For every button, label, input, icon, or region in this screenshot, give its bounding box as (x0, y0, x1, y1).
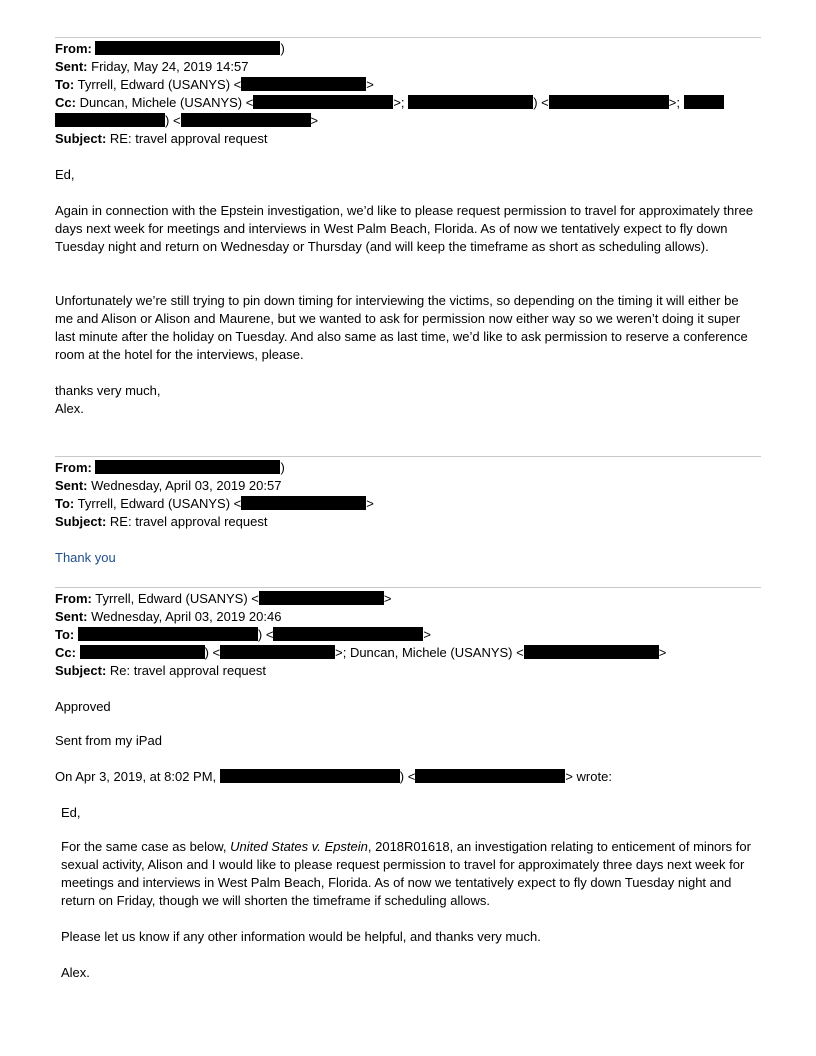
email2-body: Thank you (55, 550, 116, 565)
sent-label: Sent: (55, 478, 88, 493)
email2-to-row (55, 495, 374, 513)
from-tail: > (383, 591, 392, 606)
email1-closing: thanks very much, (55, 383, 161, 398)
redaction (78, 627, 258, 641)
subject-value: Re: travel approval request (109, 663, 267, 678)
email3-to-row (55, 626, 431, 644)
cc-sep: ) < (165, 113, 181, 128)
email3-cc-row (55, 644, 666, 662)
redaction (220, 769, 400, 783)
email1-from-row (55, 40, 285, 58)
to-label: To: (55, 77, 75, 92)
redaction (259, 591, 384, 605)
email1-cc-row (55, 94, 724, 112)
to-sep: ) < (257, 627, 274, 642)
email2-from-row (55, 459, 285, 477)
divider (55, 37, 761, 38)
redaction (684, 95, 724, 109)
to-tail: > (366, 77, 374, 92)
cc-sep: > (658, 645, 667, 660)
redaction (415, 769, 565, 783)
from-tail: ) (280, 460, 285, 475)
sent-value: Friday, May 24, 2019 14:57 (91, 59, 249, 74)
sent-label: Sent: (55, 59, 88, 74)
divider (55, 587, 761, 588)
email3-device-signature: Sent from my iPad (55, 733, 162, 748)
from-tail: ) (280, 41, 285, 56)
quote-attribution-text: On Apr 3, 2019, at 8:02 PM, (55, 769, 217, 784)
redaction (549, 95, 669, 109)
email1-subject-row (55, 130, 267, 148)
email3-subject-row (55, 662, 266, 680)
email1-greeting: Ed, (55, 167, 75, 182)
redaction (241, 496, 366, 510)
cc-sep: >; (393, 95, 405, 110)
to-tail: > (366, 496, 374, 511)
to-value: Tyrrell, Edward (USANYS) < (77, 77, 242, 92)
to-value: Tyrrell, Edward (USANYS) < (77, 496, 242, 511)
redaction (55, 113, 165, 127)
sent-label: Sent: (55, 609, 88, 624)
email1-sent-row (55, 58, 248, 76)
redaction (253, 95, 393, 109)
subject-value: RE: travel approval request (109, 131, 268, 146)
from-label: From: (55, 591, 92, 606)
quoted-p1-rest: , 2018R01618, an investigation relating to enticement of minors for sexual activity, Alison and I would like to please request permission to travel for approximately three days next week for meetings and interviews in West Palm Beach, Florida. As of now we tentatively expect to fly down Tuesday night and return on Friday, though we will shorten the timeframe if scheduling allows. (61, 839, 751, 908)
subject-label: Subject: (55, 514, 107, 529)
from-value: Tyrrell, Edward (USANYS) < (95, 591, 259, 606)
cc-sep: >; (668, 95, 680, 110)
redaction (524, 645, 659, 659)
email1-to-row (55, 76, 374, 94)
quoted-p1-start: For the same case as below, (61, 839, 227, 854)
cc-value: Duncan, Michele (USANYS) < (79, 95, 254, 110)
cc-sep: ) < (204, 645, 221, 660)
email3-from-row (55, 590, 391, 608)
quoted-paragraph-1 (61, 838, 761, 910)
sent-value: Wednesday, April 03, 2019 20:46 (91, 609, 282, 624)
redaction (220, 645, 335, 659)
cc-label: Cc: (55, 645, 76, 660)
cc-sep: > (310, 113, 319, 128)
quoted-greeting: Ed, (61, 805, 81, 820)
quoted-paragraph-2: Please let us know if any other information would be helpful, and thanks very much. (61, 929, 541, 944)
email1-paragraph-2: Unfortunately we’re still trying to pin down timing for interviewing the victims, so depending on the timing it will either be me and Alison or Alison and Maurene, but we wanted to ask for permission now either way so we weren’t doing it super last minute after the holiday on Tuesday. And also same as last time, we’d like to ask permission to reserve a conference room at the hotel for the interviews, please. (55, 293, 748, 362)
divider (55, 456, 761, 457)
cc-sep: ) < (533, 95, 549, 110)
email3-body: Approved (55, 699, 111, 714)
subject-label: Subject: (55, 131, 107, 146)
subject-value: RE: travel approval request (109, 514, 268, 529)
email2-sent-row (55, 477, 281, 495)
redaction (80, 645, 205, 659)
redaction (95, 460, 280, 474)
case-name: United States v. Epstein (230, 839, 368, 854)
email1-paragraph-1: Again in connection with the Epstein investigation, we’d like to please request permission to travel for approximately three days next week for meetings and interviews in West Palm Beach, Florida. As of now we tentatively expect to fly down Tuesday night and return on Wednesday or Thursday (and will keep the timeframe as short as scheduling allows). (55, 203, 754, 254)
redaction (181, 113, 311, 127)
email2-subject-row (55, 513, 267, 531)
from-label: From: (55, 460, 92, 475)
sent-value: Wednesday, April 03, 2019 20:57 (91, 478, 282, 493)
email3-sent-row (55, 608, 281, 626)
email1-signature: Alex. (55, 401, 84, 416)
redaction (95, 41, 280, 55)
to-label: To: (55, 496, 75, 511)
quote-sep: ) < (399, 769, 416, 784)
cc-label: Cc: (55, 95, 76, 110)
quote-attribution (55, 768, 612, 786)
quoted-signature: Alex. (61, 965, 90, 980)
redaction (408, 95, 533, 109)
redaction (241, 77, 366, 91)
quote-wrote: > wrote: (565, 769, 612, 784)
to-label: To: (55, 627, 75, 642)
subject-label: Subject: (55, 663, 107, 678)
email1-cc-row-cont (55, 112, 318, 130)
from-label: From: (55, 41, 92, 56)
redaction (273, 627, 423, 641)
cc-value: >; Duncan, Michele (USANYS) < (335, 645, 524, 660)
to-sep: > (423, 627, 432, 642)
